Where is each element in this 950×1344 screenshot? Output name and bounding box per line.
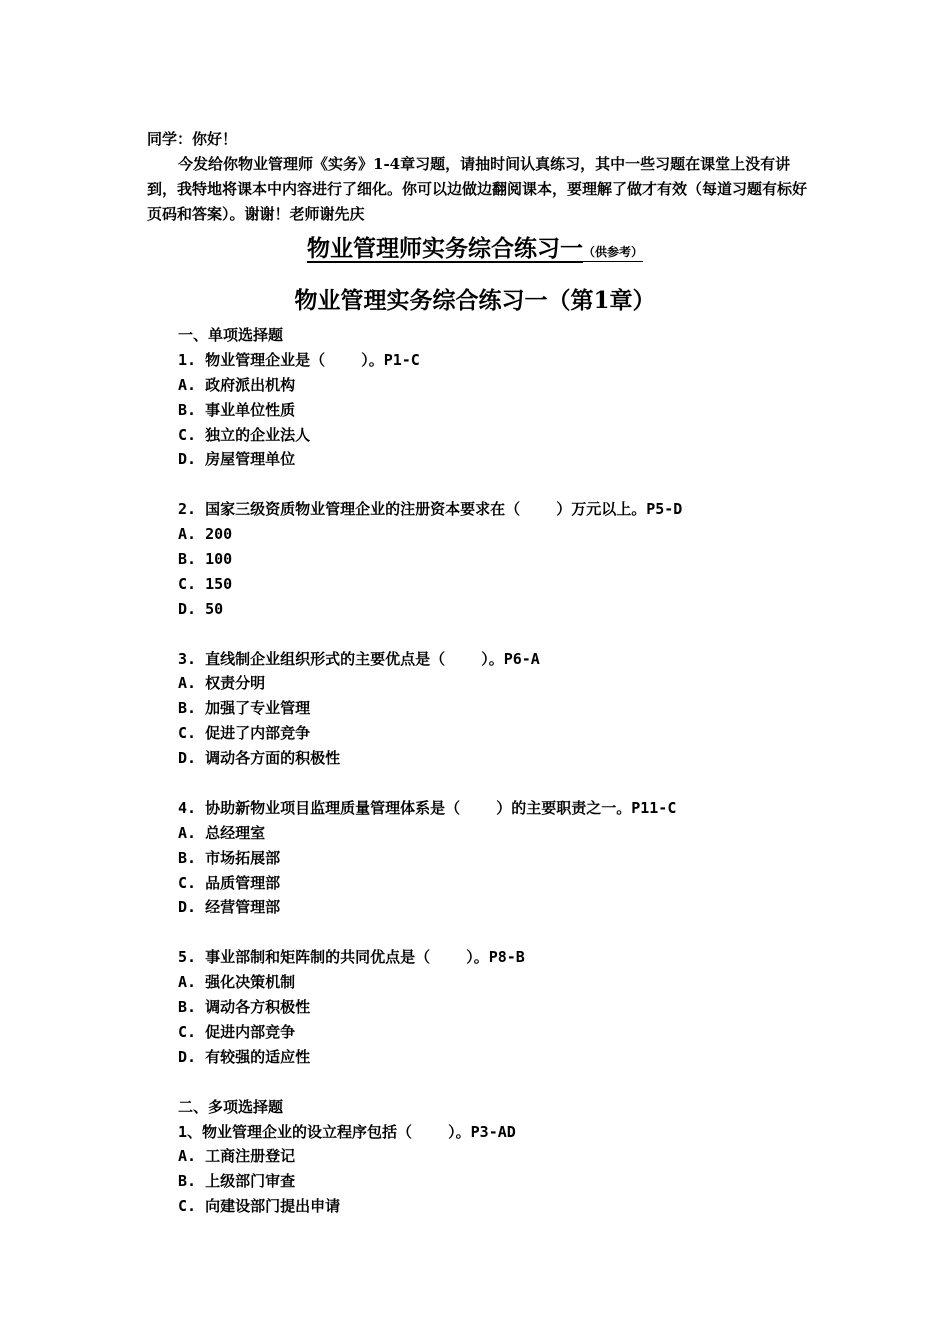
answer-option: C. 品质管理部	[178, 873, 281, 892]
answer-option: B. 调动各方积极性	[178, 998, 311, 1017]
answer-option: D. 50	[178, 599, 224, 618]
answer-option: C. 独立的企业法人	[178, 425, 311, 444]
answer-option: D. 房屋管理单位	[178, 450, 296, 469]
answer-option: B. 市场拓展部	[178, 848, 281, 867]
answer-option: A. 总经理室	[178, 823, 266, 842]
answer-option: B. 上级部门审查	[178, 1172, 296, 1191]
question-stem: 1、物业管理企业的设立程序包括（ ）。P3-AD	[178, 1122, 516, 1141]
answer-option: D. 经营管理部	[178, 898, 281, 917]
greeting: 同学：你好！	[147, 130, 238, 148]
blank-line	[178, 1070, 818, 1095]
blank-line	[178, 472, 818, 497]
answer-option: C. 向建设部门提出申请	[178, 1197, 341, 1216]
answer-option: D. 调动各方面的积极性	[178, 749, 341, 768]
blank-line	[178, 920, 818, 945]
answer-option: A. 权责分明	[178, 674, 266, 693]
question-stem: 3. 直线制企业组织形式的主要优点是（ ）。P6-A	[178, 649, 540, 668]
answer-option: D. 有较强的适应性	[178, 1047, 311, 1066]
answer-option: C. 150	[178, 574, 233, 593]
blank-line	[178, 622, 818, 647]
main-title	[0, 233, 950, 268]
answer-option: A. 政府派出机构	[178, 375, 296, 394]
answer-option: A. 200	[178, 525, 233, 544]
answer-option: B. 事业单位性质	[178, 400, 296, 419]
question-stem: 2. 国家三级资质物业管理企业的注册资本要求在（ ）万元以上。P5-D	[178, 500, 683, 519]
question-stem: 1. 物业管理企业是（ ）。P1-C	[178, 350, 420, 369]
section-heading: 一、单项选择题	[178, 326, 284, 344]
exercise-content	[178, 323, 818, 1219]
answer-option: A. 强化决策机制	[178, 973, 296, 992]
answer-option: C. 促进内部竞争	[178, 1022, 296, 1041]
question-stem: 4. 协助新物业项目监理质量管理体系是（ ）的主要职责之一。P11-C	[178, 798, 677, 817]
chapter-title: 物业管理实务综合练习一（第1章）	[294, 287, 656, 314]
main-title-note: （供参考）	[582, 245, 643, 259]
blank-line	[178, 771, 818, 796]
question-stem: 5. 事业部制和矩阵制的共同优点是（ ）。P8-B	[178, 948, 525, 967]
intro-paragraph: 今发给你物业管理师《实务》1-4章习题，请抽时间认真练习，其中一些习题在课堂上没有讲到，我特地将课本中内容进行了细化。你可以边做边翻阅课本，要理解了做才有效（每道习题有标好页码和答案）。谢谢！老师谢先庆	[147, 155, 808, 223]
main-title-text: 物业管理师实务综合练习一	[306, 235, 583, 262]
answer-option: B. 加强了专业管理	[178, 699, 311, 718]
answer-option: B. 100	[178, 550, 233, 569]
answer-option: A. 工商注册登记	[178, 1147, 296, 1166]
section-heading: 二、多项选择题	[178, 1097, 284, 1116]
answer-option: C. 促进了内部竞争	[178, 724, 311, 743]
